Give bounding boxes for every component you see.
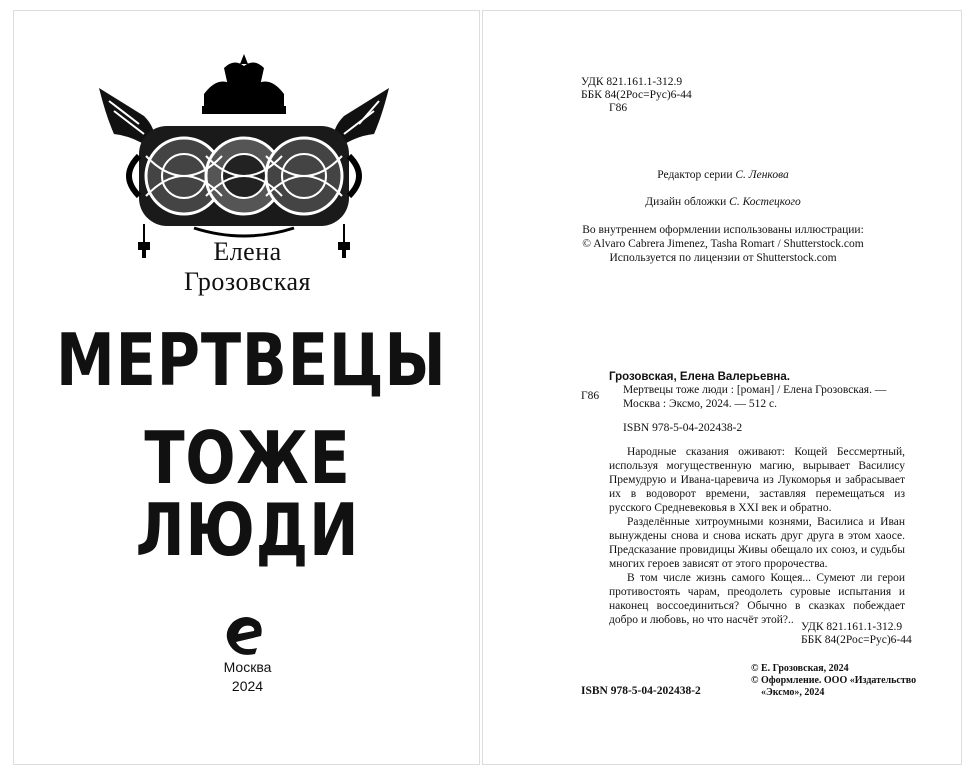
series-editor-label: Редактор серии [657,169,733,181]
copyright-design-line2: «Эксмо», 2024 [761,687,825,698]
eksmo-logo-icon [221,614,271,660]
series-editor [483,168,963,182]
bibliographic-entry-line2: Москва : Эксмо, 2024. — 512 с. [623,398,777,410]
author-sign-code: Г86 [609,102,628,114]
right-page [482,10,962,765]
bibliographic-entry [623,383,905,411]
bibliographic-author: Грозовская, Елена Валерьевна. [609,371,790,383]
annotation-paragraph: Разделённые хитроумными кознями, Василиса и Иван вынуждены снова и снова искать друг друга в этом хаосе. Предсказание провидицы Живы обещало их союз, и судьбы многих героев зависят от этого пророчества. [609,516,905,570]
cover-designer-label: Дизайн обложки [645,196,727,208]
copyright-author: © Е. Грозовская, 2024 [751,663,849,674]
bbk-code-bottom: ББК 84(2Рос=Рус)6-44 [801,634,912,646]
series-editor-name: С. Ленкова [735,169,789,181]
udk-code-bottom: УДК 821.161.1-312.9 [801,621,903,633]
author-last-name: Грозовская [184,267,311,296]
annotation-paragraph: Народные сказания оживают: Кощей Бессмертный, используя могущественную магию, вырывает Василису Премудрую и Ивана-царевича из Лукоморья и забрасывает их в водоворот времени, заставляя перемещаться из русского Средневековья в XXI век и обратно. [609,446,905,514]
publication-city: Москва [223,659,272,675]
copyright-design-line1: © Оформление. ООО «Издательство [751,675,917,686]
bibliographic-entry-line1: Мертвецы тоже люди : [роман] / Елена Грозовская. — [623,384,887,396]
cover-designer [483,195,963,209]
annotation [609,445,905,627]
udk-code: УДК 821.161.1-312.9 [581,76,683,88]
book-title-line2: ТОЖЕ ЛЮДИ [135,416,360,572]
book-title-line1: МЕРТВЕЦЫ [56,318,447,402]
bibliographic-code: Г86 [581,390,600,402]
bbk-code: ББК 84(2Рос=Рус)6-44 [581,89,692,101]
illustration-credit-line2: © Alvaro Cabrera Jimenez, Tasha Romart / Shutterstock.com [582,238,864,250]
illustration-credit-line1: Во внутреннем оформлении использованы иллюстрации: [582,224,864,236]
copyright-block [751,663,916,699]
isbn-bottom: ISBN 978-5-04-202438-2 [581,685,701,697]
publication-year: 2024 [231,678,264,694]
cover-designer-name: С. Костецкого [729,196,801,208]
left-page [13,10,480,765]
author-first-name: Елена [213,237,282,266]
annotation-paragraph: В том числе жизнь самого Кощея... Сумеют ли герои противостоять чарам, преодолеть суровые испытания и наконец воссоединиться? Обычно в сказках побеждает добро и любовь, но что насчёт этой?.. [609,572,905,626]
illustration-license-line: Используется по лицензии от Shutterstock.com [609,252,837,264]
folk-ornament-crown-icon [84,46,404,261]
bibliographic-isbn: ISBN 978-5-04-202438-2 [623,422,743,434]
